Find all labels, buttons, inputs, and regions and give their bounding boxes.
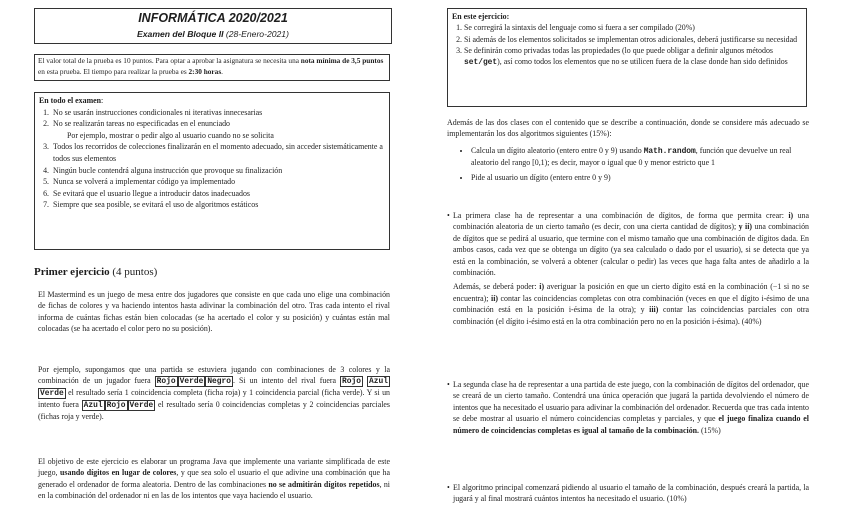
combo-token: Azul xyxy=(83,401,103,411)
code-token: Math.random xyxy=(643,147,696,156)
algorithms-list xyxy=(459,145,817,183)
algorithm-item: • Pide al usuario un dígito (entero entre 0 y 9) xyxy=(471,172,817,183)
rule-item: 5. Nunca se volverá a implementar código ya implementado xyxy=(51,176,385,188)
combo-token: Verde xyxy=(129,401,154,411)
exercise-rules-list xyxy=(452,22,802,68)
algorithm-item: • Calcula un dígito aleatorio (entero entre 0 y 9) usando Math.random, función que devuelve un real aleatorio del rango [0,1); es decir, mayor o igual que 0 y menor estricto que 1 xyxy=(471,145,817,169)
exam-title-box xyxy=(34,8,392,44)
section-heading: Primer ejercicio (4 puntos) xyxy=(34,266,158,278)
exam-duration: 2:30 horas xyxy=(188,66,222,76)
exam-date: (28-Enero-2021) xyxy=(225,29,289,39)
exercise-rule-item: 1. Se corregirá la sintaxis del lenguaje como si fuera a ser compilado (20%) xyxy=(464,22,802,33)
bullet: • xyxy=(447,483,450,492)
rule-item: 2. No se realizarán tareas no especificadas en el enunciado Por ejemplo, mostrar o pedir algo al usuario cuando no se solicita xyxy=(51,118,385,141)
first-class-spec: • La primera clase ha de representar a una combinación de dígitos, de forma que permita crear: i) una combinación aleatoria de un cierto tamaño (es decir, con una cierta cantidad de dígitos); y ii) una combinación de dígitos que se pedirá al usuario, que termine con el mismo tamaño que una combinación de dígitos dada. En ambos casos, cada vez que se obtenga un dígito (ya sea calculado o dado por el usuario), si se detecta que ya está en la combinación, se volverá a obtener (calcular o pedir) las veces que haga falta antes de añadirlo a la combinación. Además, se deberá poder: i) averiguar la posición en que un cierto dígito está en la combinación (−1 si no se encuentra); ii) contar las coincidencias completas con otra combinación (veces en que el dígito i-ésimo de una combinación está en la posición i-ésima de la otra); y iii) contar las coincidencias parciales con otra combinación (el dígito i-ésimo está en la otra combinación pero no en la posición i-ésima). (40%) xyxy=(447,211,810,326)
general-rules-box xyxy=(34,92,390,250)
combo-token: Rojo xyxy=(156,377,176,387)
rule-item: 4. Ningún bucle contendrá alguna instrucción que provoque su finalización xyxy=(51,165,385,177)
combo-token: Rojo xyxy=(106,401,126,411)
algorithms-intro: Además de las dos clases con el contenido que se describe a continuación, donde se considere más adecuado se implementarán los dos algoritmos siguientes (15%): xyxy=(447,118,809,139)
exercise-rules-title: En este ejercicio: xyxy=(452,12,510,21)
exercise-rules-box xyxy=(447,8,807,107)
grading-info-box: El valor total de la prueba es 10 puntos. Para optar a aprobar la asignatura se necesita una nota mínima de 3,5 puntos en esta prueba. El tiempo para realizar la prueba es 2:30 horas. xyxy=(34,54,390,81)
general-rules-list xyxy=(39,107,385,211)
combo-token: Verde xyxy=(40,389,64,399)
rule-item: 7. Siempre que sea posible, se evitará el uso de algoritmos estáticos xyxy=(51,199,385,211)
exercise-rule-item: 3. Se definirán como privadas todas las propiedades (lo que puede obligar a definir algunos métodos set/get), así como todos los elementos que no se utilicen fuera de la clase donde han sido definidos xyxy=(464,45,802,69)
combo-token: Verde xyxy=(179,377,204,387)
exam-title: INFORMÁTICA 2020/2021 xyxy=(138,11,288,25)
rule-item: 1. No se usarán instrucciones condicionales ni iterativas innecesarias xyxy=(51,107,385,119)
rule-item: 3. Todos los recorridos de colecciones finalizarán en el momento adecuado, sin acceder sistemáticamente a todos sus elementos xyxy=(51,141,385,164)
code-token: set/get xyxy=(464,58,498,68)
combo-token: Rojo xyxy=(342,377,361,387)
intro-paragraph: El Mastermind es un juego de mesa entre dos jugadores que consiste en que cada uno elige una combinación de fichas de colores y va haciendo intentos hasta adivinar la combinación del otro. Tras cada intento el rival informa de cuántas fichas están bien colocadas (se ha acertado el color y su posición) y cuántas están mal colocadas (se ha acertado el color pero no su posición). xyxy=(38,290,390,334)
bullet: • xyxy=(447,211,450,220)
bullet: • xyxy=(447,380,450,389)
main-algorithm-spec: • El algoritmo principal comenzará pidiendo al usuario el tamaño de la combinación, después creará la partida, la jugará y al final mostrará cuántos intentos ha necesitado el usuario. (10%) xyxy=(447,483,809,504)
second-class-spec: • La segunda clase ha de representar a una partida de este juego, con la combinación de dígitos del ordenador, que se creará de un cierto tamaño. Contendrá una única operación que jugará la partida devolviendo el número de intentos que ha necesitado el usuario para adivinar la combinación del ordenador. Recuerda que tras cada intento se debe mostrar al usuario el número coincidencias completas y parciales, y que el juego finaliza cuando el número de coincidencias completas es igual al tamaño de la combinación. (15%) xyxy=(447,380,809,435)
exercise-rule-item: 2. Si además de los elementos solicitados se implementan otros adicionales, deberá justificarse su necesidad xyxy=(464,34,802,45)
rule-example: Por ejemplo, mostrar o pedir algo al usuario cuando no se solicita xyxy=(67,130,274,140)
exam-subtitle: Examen del Bloque II (28-Enero-2021) xyxy=(137,29,289,39)
objective-paragraph: El objetivo de este ejercicio es elaborar un programa Java que implemente una variante simplificada de este juego, usando dígitos en lugar de colores, y que sea solo el usuario el que adivine una combinación que ha generado el ordenador de forma aleatoria. Dentro de las combinaciones no se admitirán dígitos repetidos, ni en la combinación del ordenador ni en las de los intentos que vaya haciendo el usuario. xyxy=(38,457,390,501)
minimum-grade: nota mínima de 3,5 puntos xyxy=(300,56,384,65)
rule-item: 6. Se evitará que el usuario llegue a introducir datos inadecuados xyxy=(51,188,385,200)
combo-token: Negro xyxy=(207,377,231,387)
example-paragraph: Por ejemplo, supongamos que una partida se estuviera jugando con combinaciones de 3 colores y la combinación de un jugador fuera Rojo Verde Negro . Si un intento del rival fuera Rojo Azul Verde el resultado sería 1 coincidencia completa (ficha roja) y 1 coincidencia parcial (ficha verde). Y si un intento fuera Azul Rojo Verde el resultado sería 0 coincidencias completas y 2 coincidencias parciales (fichas roja y verde). xyxy=(38,365,390,422)
section-points: (4 puntos) xyxy=(112,266,158,278)
combo-token: Azul xyxy=(369,377,388,387)
general-rules-title: En todo el examen: xyxy=(39,96,104,105)
